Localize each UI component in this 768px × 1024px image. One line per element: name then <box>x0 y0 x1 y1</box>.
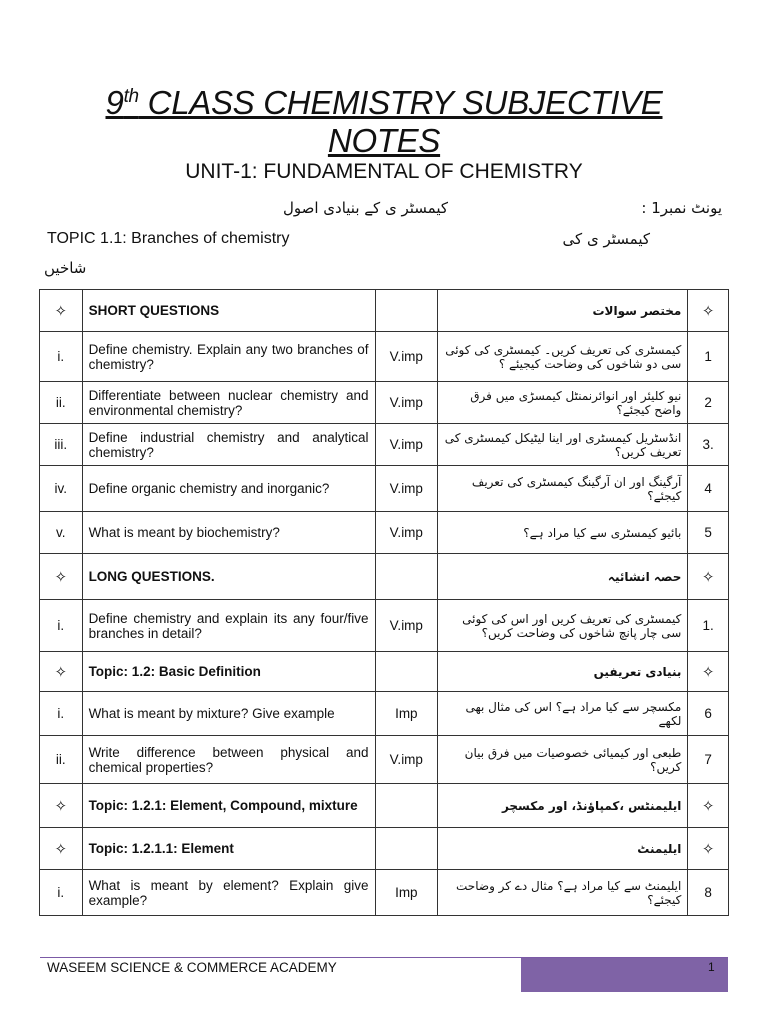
section-header-row <box>40 290 729 332</box>
question-row <box>40 512 729 554</box>
question-number: 1 <box>688 332 729 382</box>
question-index: i. <box>40 600 83 652</box>
question-urdu: مختصر سوالات <box>438 290 688 332</box>
question-english: Topic: 1.2.1.1: Element <box>82 828 375 870</box>
question-english: Define organic chemistry and inorganic? <box>82 466 375 512</box>
title-superscript: th <box>123 86 139 107</box>
question-number: 3. <box>688 424 729 466</box>
unit-urdu-title: کیمسٹر ی کے بنیادی اصول <box>282 199 448 217</box>
question-english: What is meant by element? Explain give example? <box>82 870 375 916</box>
question-english: What is meant by biochemistry? <box>82 512 375 554</box>
question-english: Define chemistry. Explain any two branches of chemistry? <box>82 332 375 382</box>
importance-label <box>375 828 438 870</box>
importance-label <box>375 784 438 828</box>
question-urdu: ایلیمنٹ <box>438 828 688 870</box>
footer-academy: WASEEM SCIENCE & COMMERCE ACADEMY <box>47 960 337 975</box>
star-icon: ✧ <box>688 652 729 692</box>
importance-label: V.imp <box>375 424 438 466</box>
section-header-row <box>40 652 729 692</box>
question-index: ii. <box>40 736 83 784</box>
question-row <box>40 600 729 652</box>
question-urdu: کیمسٹری کی تعریف کریں۔ کیمسٹری کی کوئی سی دو شاخوں کی وضاحت کیجیئے ؟ <box>438 332 688 382</box>
importance-label <box>375 290 438 332</box>
title-text: CLASS CHEMISTRY SUBJECTIVE <box>138 84 663 121</box>
importance-label: V.imp <box>375 600 438 652</box>
question-english: Differentiate between nuclear chemistry and environmental chemistry? <box>82 382 375 424</box>
importance-label: Imp <box>375 870 438 916</box>
question-urdu: ایلیمنٹس ،کمپاؤنڈ، اور مکسچر <box>438 784 688 828</box>
star-icon: ✧ <box>688 784 729 828</box>
question-urdu: مکسچر سے کیا مراد ہے؟ اس کی مثال بھی لکھے <box>438 692 688 736</box>
question-row <box>40 736 729 784</box>
question-urdu: آرگینگ اور ان آرگینگ کیمسٹری کی تعریف کیجئے؟ <box>438 466 688 512</box>
importance-label <box>375 652 438 692</box>
question-number: 6 <box>688 692 729 736</box>
unit-urdu-label: یونٹ نمبر1 : <box>641 199 722 217</box>
question-urdu: بنیادی تعریفیں <box>438 652 688 692</box>
questions-table <box>39 289 729 916</box>
question-number: 8 <box>688 870 729 916</box>
question-number: 4 <box>688 466 729 512</box>
question-urdu: انڈسٹریل کیمسٹری اور اینا لیٹیکل کیمسٹری کی تعریف کریں؟ <box>438 424 688 466</box>
page-number: 1 <box>708 960 715 974</box>
star-icon: ✧ <box>40 554 83 600</box>
question-index: v. <box>40 512 83 554</box>
star-icon: ✧ <box>40 652 83 692</box>
star-icon: ✧ <box>40 828 83 870</box>
question-english: Define industrial chemistry and analytical chemistry? <box>82 424 375 466</box>
star-icon: ✧ <box>688 554 729 600</box>
question-english: What is meant by mixture? Give example <box>82 692 375 736</box>
importance-label: V.imp <box>375 512 438 554</box>
star-icon: ✧ <box>40 784 83 828</box>
title-number: 9 <box>105 84 124 121</box>
question-english: Topic: 1.2: Basic Definition <box>82 652 375 692</box>
question-urdu: حصہ انشائیہ <box>438 554 688 600</box>
question-index: iv. <box>40 466 83 512</box>
title-line2: NOTES <box>327 122 441 159</box>
star-icon: ✧ <box>688 290 729 332</box>
question-english: LONG QUESTIONS. <box>82 554 375 600</box>
star-icon: ✧ <box>40 290 83 332</box>
question-row <box>40 870 729 916</box>
question-row <box>40 466 729 512</box>
question-urdu: طبعی اور کیمیائی خصوصیات میں فرق بیان کریں؟ <box>438 736 688 784</box>
section-header-row <box>40 554 729 600</box>
question-english: SHORT QUESTIONS <box>82 290 375 332</box>
question-english: Define chemistry and explain its any four/five branches in detail? <box>82 600 375 652</box>
section-header-row <box>40 784 729 828</box>
question-number: 7 <box>688 736 729 784</box>
question-row <box>40 424 729 466</box>
section-header-row <box>40 828 729 870</box>
topic-urdu-line2: شاخیں <box>44 259 87 277</box>
question-row <box>40 692 729 736</box>
star-icon: ✧ <box>688 828 729 870</box>
page-title <box>0 78 768 160</box>
question-urdu: بائیو کیمسٹری سے کیا مراد ہے؟ <box>438 512 688 554</box>
question-number: 1. <box>688 600 729 652</box>
question-urdu: کیمسٹری کی تعریف کریں اور اس کی کوئی سی چار پانچ شاخوں کی وضاحت کریں؟ <box>438 600 688 652</box>
topic-urdu-line1: کیمسٹر ی کی <box>562 230 650 248</box>
question-english: Write difference between physical and chemical properties? <box>82 736 375 784</box>
question-number: 5 <box>688 512 729 554</box>
importance-label: Imp <box>375 692 438 736</box>
question-index: ii. <box>40 382 83 424</box>
importance-label: V.imp <box>375 382 438 424</box>
question-index: i. <box>40 870 83 916</box>
footer-color-bar <box>521 958 728 992</box>
question-index: iii. <box>40 424 83 466</box>
question-row <box>40 332 729 382</box>
importance-label <box>375 554 438 600</box>
topic-heading: TOPIC 1.1: Branches of chemistry <box>47 230 290 247</box>
question-number: 2 <box>688 382 729 424</box>
question-index: i. <box>40 692 83 736</box>
question-english: Topic: 1.2.1: Element, Compound, mixture <box>82 784 375 828</box>
question-index: i. <box>40 332 83 382</box>
question-urdu: ایلیمنٹ سے کیا مراد ہے؟ مثال دے کر وضاحت کیجئے؟ <box>438 870 688 916</box>
question-row <box>40 382 729 424</box>
unit-heading: UNIT-1: FUNDAMENTAL OF CHEMISTRY <box>185 160 583 183</box>
importance-label: V.imp <box>375 466 438 512</box>
question-urdu: نیو کلیئر اور انوائرنمنٹل کیمسڑی میں فرق واضح کیجئے؟ <box>438 382 688 424</box>
importance-label: V.imp <box>375 332 438 382</box>
importance-label: V.imp <box>375 736 438 784</box>
